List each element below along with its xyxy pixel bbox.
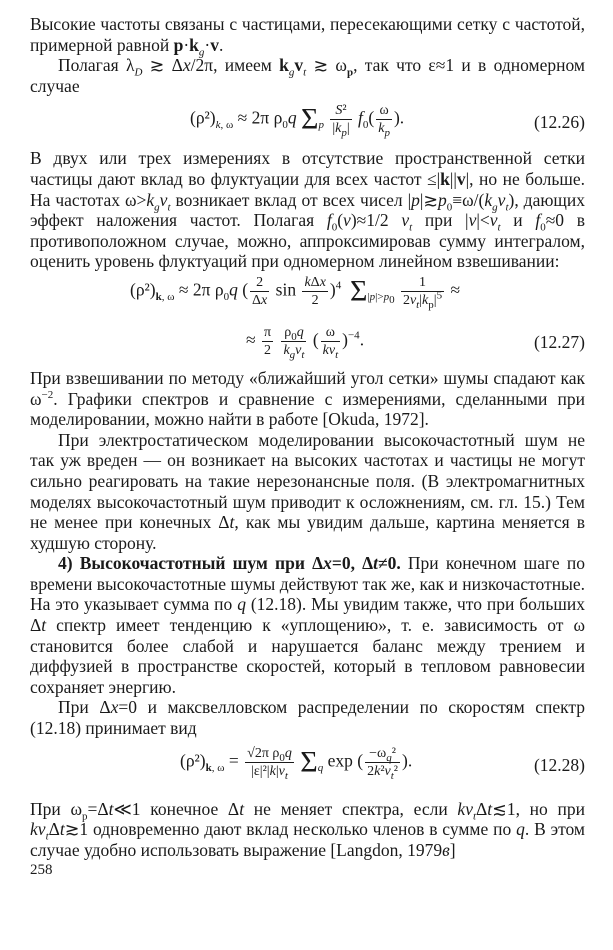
paragraph-4: При взвешивании по методу «ближайший угол сетки» шумы спадают как $\omega^{-2}$. Графики спектров и сравнение с измерениями, сделанными при моделировании, можно найти в работе [Okuda, 1972]. — [30, 367, 585, 430]
equation-12-26: $(\rho^2)_{k, \omega} \approx 2\pi$ $\rho_0q$ $\Sigma_p$ $\frac{\text{S²}}{|k_p|}$ $f_0$( $\frac{\omega}{k_p}$ ). (12.26) — [190, 102, 585, 140]
equation-number: (12.26) — [533, 112, 585, 133]
paragraph-3: В двух или трех измерениях в отсутствие пространственной сетки частицы дают вклад во флуктуации для всех частот ≤|k||v|, но не больше. На частотах $\omega>k_gv_t$ возникает вклад от всех чисел $|p|≳p_0\equiv\omega/(k_gv_t)$, дающих эффект наложения частот. Полагая $f_0(v)\approx 1/2$ $v_t$ при $|v|<v_t$ и $f_0\approx 0$ в противоположном случае, можно, аппроксимировав сумму интегралом, оценить уровень флуктуаций при одномерном линейном взвешивании: — [30, 148, 586, 272]
equation-12-27: $(\rho^2)_{k, \omega} \approx 2\pi$ $\rho_0q$ ( $\frac{2}{\Delta x}$ sin $\frac{\text{kΔx}}{2}$ )$^4$ $\Sigma_{|p|>p_0}$ $\frac{1}{2v_t|k_p|^5}$ ≈ ≈ $\frac{\pi}{2}$ $\frac{\rho_0q}{k_gv_t}$ ( $\frac{\omega}{kv_t}$ )$^{-4}$. (12.27) — [130, 274, 585, 361]
paragraph-2: Полагая $\lambda_D$ ≳ Δx/2π, имеем $k_gv_t$ ≳ $\omega_p$, так что ε≈1 и в одномерном случае — [30, 55, 585, 96]
page-number: 258 — [30, 862, 53, 879]
page-body — [30, 14, 585, 879]
equation-number: (12.28) — [533, 754, 585, 775]
equation-number: (12.27) — [533, 331, 585, 352]
paragraph-1: Высокие частоты связаны с частицами, пересекающими сетку с частотой, примерной равной $p\cdot k_g\cdot v$. — [30, 14, 585, 59]
paragraph-7: При Δx=0 и максвелловском распределении по скоростям спектр (12.18) принимает вид — [30, 697, 585, 739]
paragraph-5: При электростатическом моделировании высокочастотный шум не так уж вреден — он возникает на высоких частотах и частицы не могут сильно реагировать на такие нерезонансные поля. (В электромагнитных моделях высокочастотный шум приводит к осложнениям, см. гл. 15.) Тем не менее при конечных Δt, как мы увидим дальше, картина меняется в худшую сторону. — [30, 429, 585, 553]
paragraph-6: 4) Высокочастотный шум при Δx=0, Δt≠0. При конечном шаге по времени высокочастотные шумы действуют так же, как и низкочастотные. На это указывает сумма по q (12.18). Мы увидим также, что при больших Δt спектр имеет тенденцию к «уплощению», т. е. зависимость от ω становится более слабой и нарушается баланс между трением и диффузией в пространстве скоростей, который в тепловом равновесии сохраняет энергию. — [30, 553, 585, 697]
paragraph-8: При $\omega_p=\Delta t≪1$ конечное Δt не меняет спектра, если $kv_t\Delta t≲1$, но при $kv_t\Delta t≳1$ одновременно дают вклад несколько членов в сумме по q. В этом случае удобно использовать выражение [Langdon, 1979в] — [30, 798, 586, 860]
equation-12-28: $(\rho^2)_{k, \omega}$ = $\frac{√2\pi \rho_0q}{|\varepsilon|^2|k|v_t}$ $\Sigma_q$ exp ( $\frac{-\omega_q^2}{2k^2v_t^2}$ ). (12.28) — [180, 745, 585, 782]
